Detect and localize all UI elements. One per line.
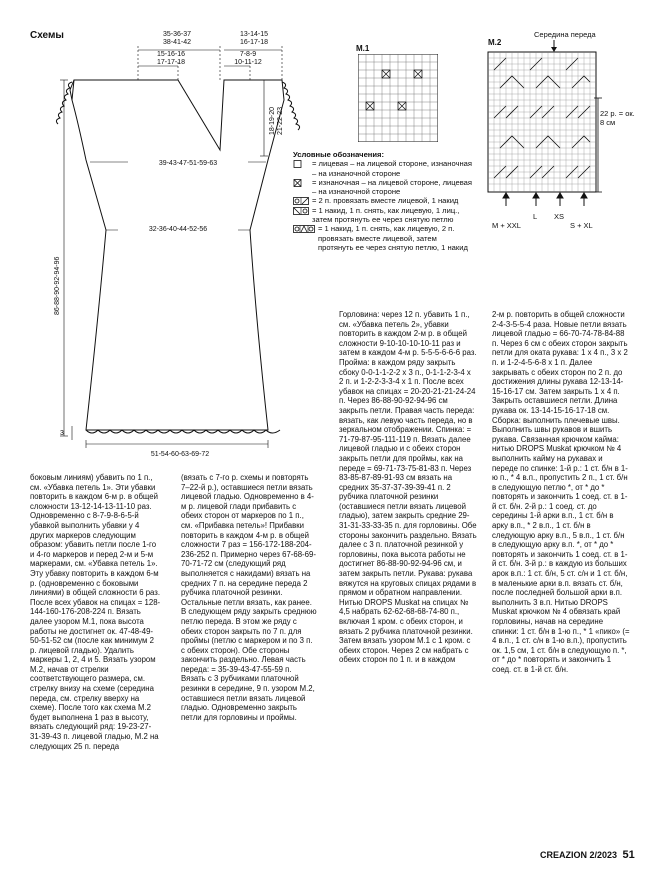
dim-line: 38-41-42: [162, 39, 192, 46]
legend-item: [293, 159, 473, 178]
sleeve-top-dim: [220, 51, 276, 67]
purl-symbol-icon: [293, 179, 309, 187]
dim-line: 17-17-18: [156, 59, 186, 66]
magazine-name: CREAZION 2/2023: [540, 850, 618, 860]
chart-m1: [358, 54, 438, 142]
dim-line: 10-11-12: [234, 59, 262, 66]
dim-line: 7-8-9: [239, 51, 257, 58]
chart-m2-title: M.2: [488, 38, 502, 47]
dim-line: 18-19-20: [269, 106, 276, 135]
armhole-dim: [269, 107, 285, 135]
dim-line: 35-36-37: [162, 31, 192, 38]
neck-width-dim: [146, 31, 208, 47]
text-column-1: боковым линиям) убавить по 1 п., см. «Убавка петель 1». Эти убавки повторить в каждом 6-м р. в общей сложности 13-12-14-13-11-10 раз. Одновременно с 8-7-9-8-6-5-й убавкой выполнить убавки у 4 других маркеров следующим образом: убавить петли после 1-го и 4-го маркеров и перед 2-м и 5-м маркерами, см. «Убавка петель 1». Эту убавку повторить в каждом 6-м р. (одновременно с боковыми линиями) в общей сложности 6 раз. После всех убавок на спицах = 128-144-160-176-208-224 п. Вязать далее узором М.1, пока высота работы не достигнет ок. 47-48-49-50-51-52 см (после как минимум 2 р. лицевой гладью). Удалить маркеры 1, 2, 4 и 5. Вязать узором М.2, начав от стрелки соответствующего размера, см. стрелку внизу на схеме (середина переда, см. стрелку вверху на схеме). После того как схема М.2 будет выполнена 1 раз в высоту, вязать следующий ряд: 19-23-27-31-39-43 п. лицевой гладью, М.2 на следующих 25 п. переда: [30, 473, 161, 751]
dim-line: 13-14-15: [239, 31, 269, 38]
k2tog-yo-symbol-icon: [293, 197, 309, 205]
center-front-label: Середина переда: [534, 30, 596, 39]
dim-line: 16-17-18: [239, 39, 269, 46]
chart-m1-title: M.1: [356, 44, 370, 53]
schematic-title: Схемы: [30, 30, 64, 41]
shoulder-dim: [226, 31, 282, 47]
legend-text: = 2 п. провязать вместе лицевой, 1 накид: [312, 196, 459, 206]
dress-outline: [20, 30, 320, 450]
legend-text: = изнаночная – на лицевой стороне, лицевая – на изнаночной стороне: [312, 177, 473, 197]
knit-symbol-icon: [293, 160, 309, 168]
legend: [293, 150, 473, 252]
bust-dim: 39-43-47-51-59-63: [128, 160, 248, 168]
waist-dim: 32-36-40-44-52-56: [118, 226, 238, 234]
hem-dim: 51-54-60-63-69-72: [150, 451, 210, 458]
dim-line: 15-16-16: [156, 51, 186, 58]
legend-title: Условные обозначения:: [293, 150, 385, 159]
footer: [540, 849, 635, 861]
yo-sk2p-yo-symbol-icon: [293, 225, 315, 233]
legend-item: [293, 178, 473, 197]
legend-text: = 1 накид, 1 п. снять, как лицевую, 1 лиц., затем протянуть ее через снятую петлю: [312, 205, 460, 225]
size-arrows: [503, 193, 587, 206]
dress-schematic: [20, 30, 320, 458]
marker-3: 3: [60, 430, 64, 437]
size-label-m-xxl: M + XXL: [492, 221, 521, 230]
size-label-l: L: [533, 212, 538, 221]
text-column-2: (вязать с 7-го р. схемы и повторять 7–22-й р.), оставшиеся петли вязать лицевой гладью. Одновременно в 4-м р. лицевой глади прибавить с обеих сторон от маркеров по 1 п., см. «Прибавка петель»! Прибавки повторить в каждом 4-м р. в общей сложности 7 раз = 156-172-188-204-236-252 п. Примерно через 67-68-69-70-71-72 см (следующий ряд выполняется с накидами) вязать на средних 7 п. на середине переда 2 рубчика платочной резинки. Остальные петли вязать, как ранее. В следующем ряду закрыть среднюю петлю переда. В этом же ряду с обеих сторон закрыть по 7 п. для проймы (петлю с маркером и по 3 п. с обеих сторон). Обе стороны закончить раздельно. Левая часть переда: = 35-39-43-47-55-59 п. Вязать с 3 рубчиками платочной резинки в середине, 9 п. узором М.2, оставшиеся петли вязать лицевой гладью. Одновременно закрыть петли для горловины и проймы.: [181, 473, 317, 722]
neck-half-dim: [140, 51, 202, 67]
legend-item: [293, 196, 473, 205]
legend-text: = 1 накид, 1 п. снять, как лицевую, 2 п. провязать вместе лицевой, затем протянуть ее через снятую петлю, 1 накид: [318, 224, 468, 252]
chart-m2: [486, 38, 618, 208]
length-dim: 86-88-90-92-94-96: [54, 256, 61, 315]
page-number: 51: [622, 849, 635, 861]
size-label-s-xl: S + XL: [570, 221, 593, 230]
text-column-3: Горловина: через 12 п. убавить 1 п., см. «Убавка петель 2», убавки повторить в каждом 2-м р. в общей сложности 9-10-10-10-10-11 раз и затем в каждом 4-м р. 5-5-5-6-6-6 раз. Пройма: в каждом ряду закрыть сбоку 0-0-1-1-2-2 х 3 п., 0-1-1-2-3-4 х 2 п. и 1-2-2-3-3-4 х 1 п. После всех убавок на спицах = 20-20-21-21-24-24 п. Через 86-88-90-92-94-96 см закрыть петли. Правая часть переда: вязать, как левую часть переда, но в зеркальном отображении. Спинка: = 71-79-87-95-111-119 п. Вязать далее лицевой гладью и с обеих сторон закрыть петли для проймы, как на переде = 69-71-73-75-81-83 п. Через 83-85-87-89-91-93 см вязать на средних 35-37-37-39-39-41 п. 2 рубчика платочной резинки (оставшиеся петли вязать лицевой гладью), затем закрыть средние 29-31-31-33-33-35 п. для горловины. Обе стороны закончить раздельно. Вязать далее с 3 п. платочной резинкой у горловины, пока высота работы не достигнет 86-88-90-92-94-96 см, и затем закрыть петли. Рукава: рукава вяжутся на круговых спицах рядами в прямом и обратном направлении. Нитью DROPS Muskat на спицах № 4,5 набрать 62-62-68-68-74-80 п., включая 1 кром. с обеих сторон, и вязать 2 рубчика платочной резинки. Затем вязать узором М.1 с 1 кром. с обеих сторон. Через 2 см набрать с обеих сторон по 1 п. и в каждом: [339, 310, 477, 665]
m2-rows-label: 22 р. = ок. 8 см: [600, 109, 640, 127]
yo-skp-symbol-icon: [293, 207, 309, 215]
legend-item: [293, 206, 473, 225]
size-label-xs: XS: [554, 212, 565, 221]
legend-text: = лицевая – на лицевой стороне, изнаночная – на изнаночной стороне: [312, 159, 473, 178]
legend-item: [293, 224, 473, 252]
text-column-4: 2-м р. повторить в общей сложности 2-4-3-5-5-4 раза. Новые петли вязать лицевой гладью = 66-70-74-78-84-88 п. Через 6 см с обеих сторон закрыть петли для оката рукава: 1 х 4 п., 3 х 2 п. и 1-2-4-5-6-8 х 1 п. Далее закрывать с обеих сторон по 2 п. до достижения длины рукава 12-13-14-15-16-17 см. Затем закрыть 1 х 4 п. Закрыть оставшиеся петли. Длина рукава ок. 13-14-15-16-17-18 см. Сборка: выполнить плечевые швы. Выполнить швы рукавов и вшить рукава. Связанная крючком кайма: нитью DROPS Muskat крючком № 4 выполнить кайму на рукавах и переде по спинке: 1-й р.: 1 ст. б/н в 1-ю п., * 4 в.п., пропустить 2 п., 1 ст. б/н в следующую петлю *, от * до * повторять и закончить 1 соед. ст. в 1-й ст. б/н. 2-й р.: 1 соед. ст. до середины 1-й арки в.п., 1 ст. б/н в арку в.п., * 2 в.п., 1 ст. б/н в следующую арку в.п., 5 в.п., 1 ст. б/н в следующую арку в.п. *, от * до * повторять и закончить 1 соед. ст. в 1-й ст. б/н. 3-й р.: в каждую из больших арок в.п.: 1 ст. б/н, 5 ст. с/н и 1 ст. б/н, в маленькие арки в.п. вязать ст. б/н, после последней большой арки в.п. выполнить 3 в.п. Нитью DROPS Muskat крючком № 4 обвязать край горловины, начав на середине спинки: 1 ст. б/н в 1-ю п., * 1 «пико» (= 4 в.п., 1 ст. с/н в 1-ю в.п.), пропустить ок. 1,5 см, 1 ст. б/н в следующую п. *, от * до * повторять и закончить 1 соед. ст. в 1-й ст. б/н.: [492, 310, 630, 674]
dim-line: 21-22-23: [277, 106, 284, 135]
